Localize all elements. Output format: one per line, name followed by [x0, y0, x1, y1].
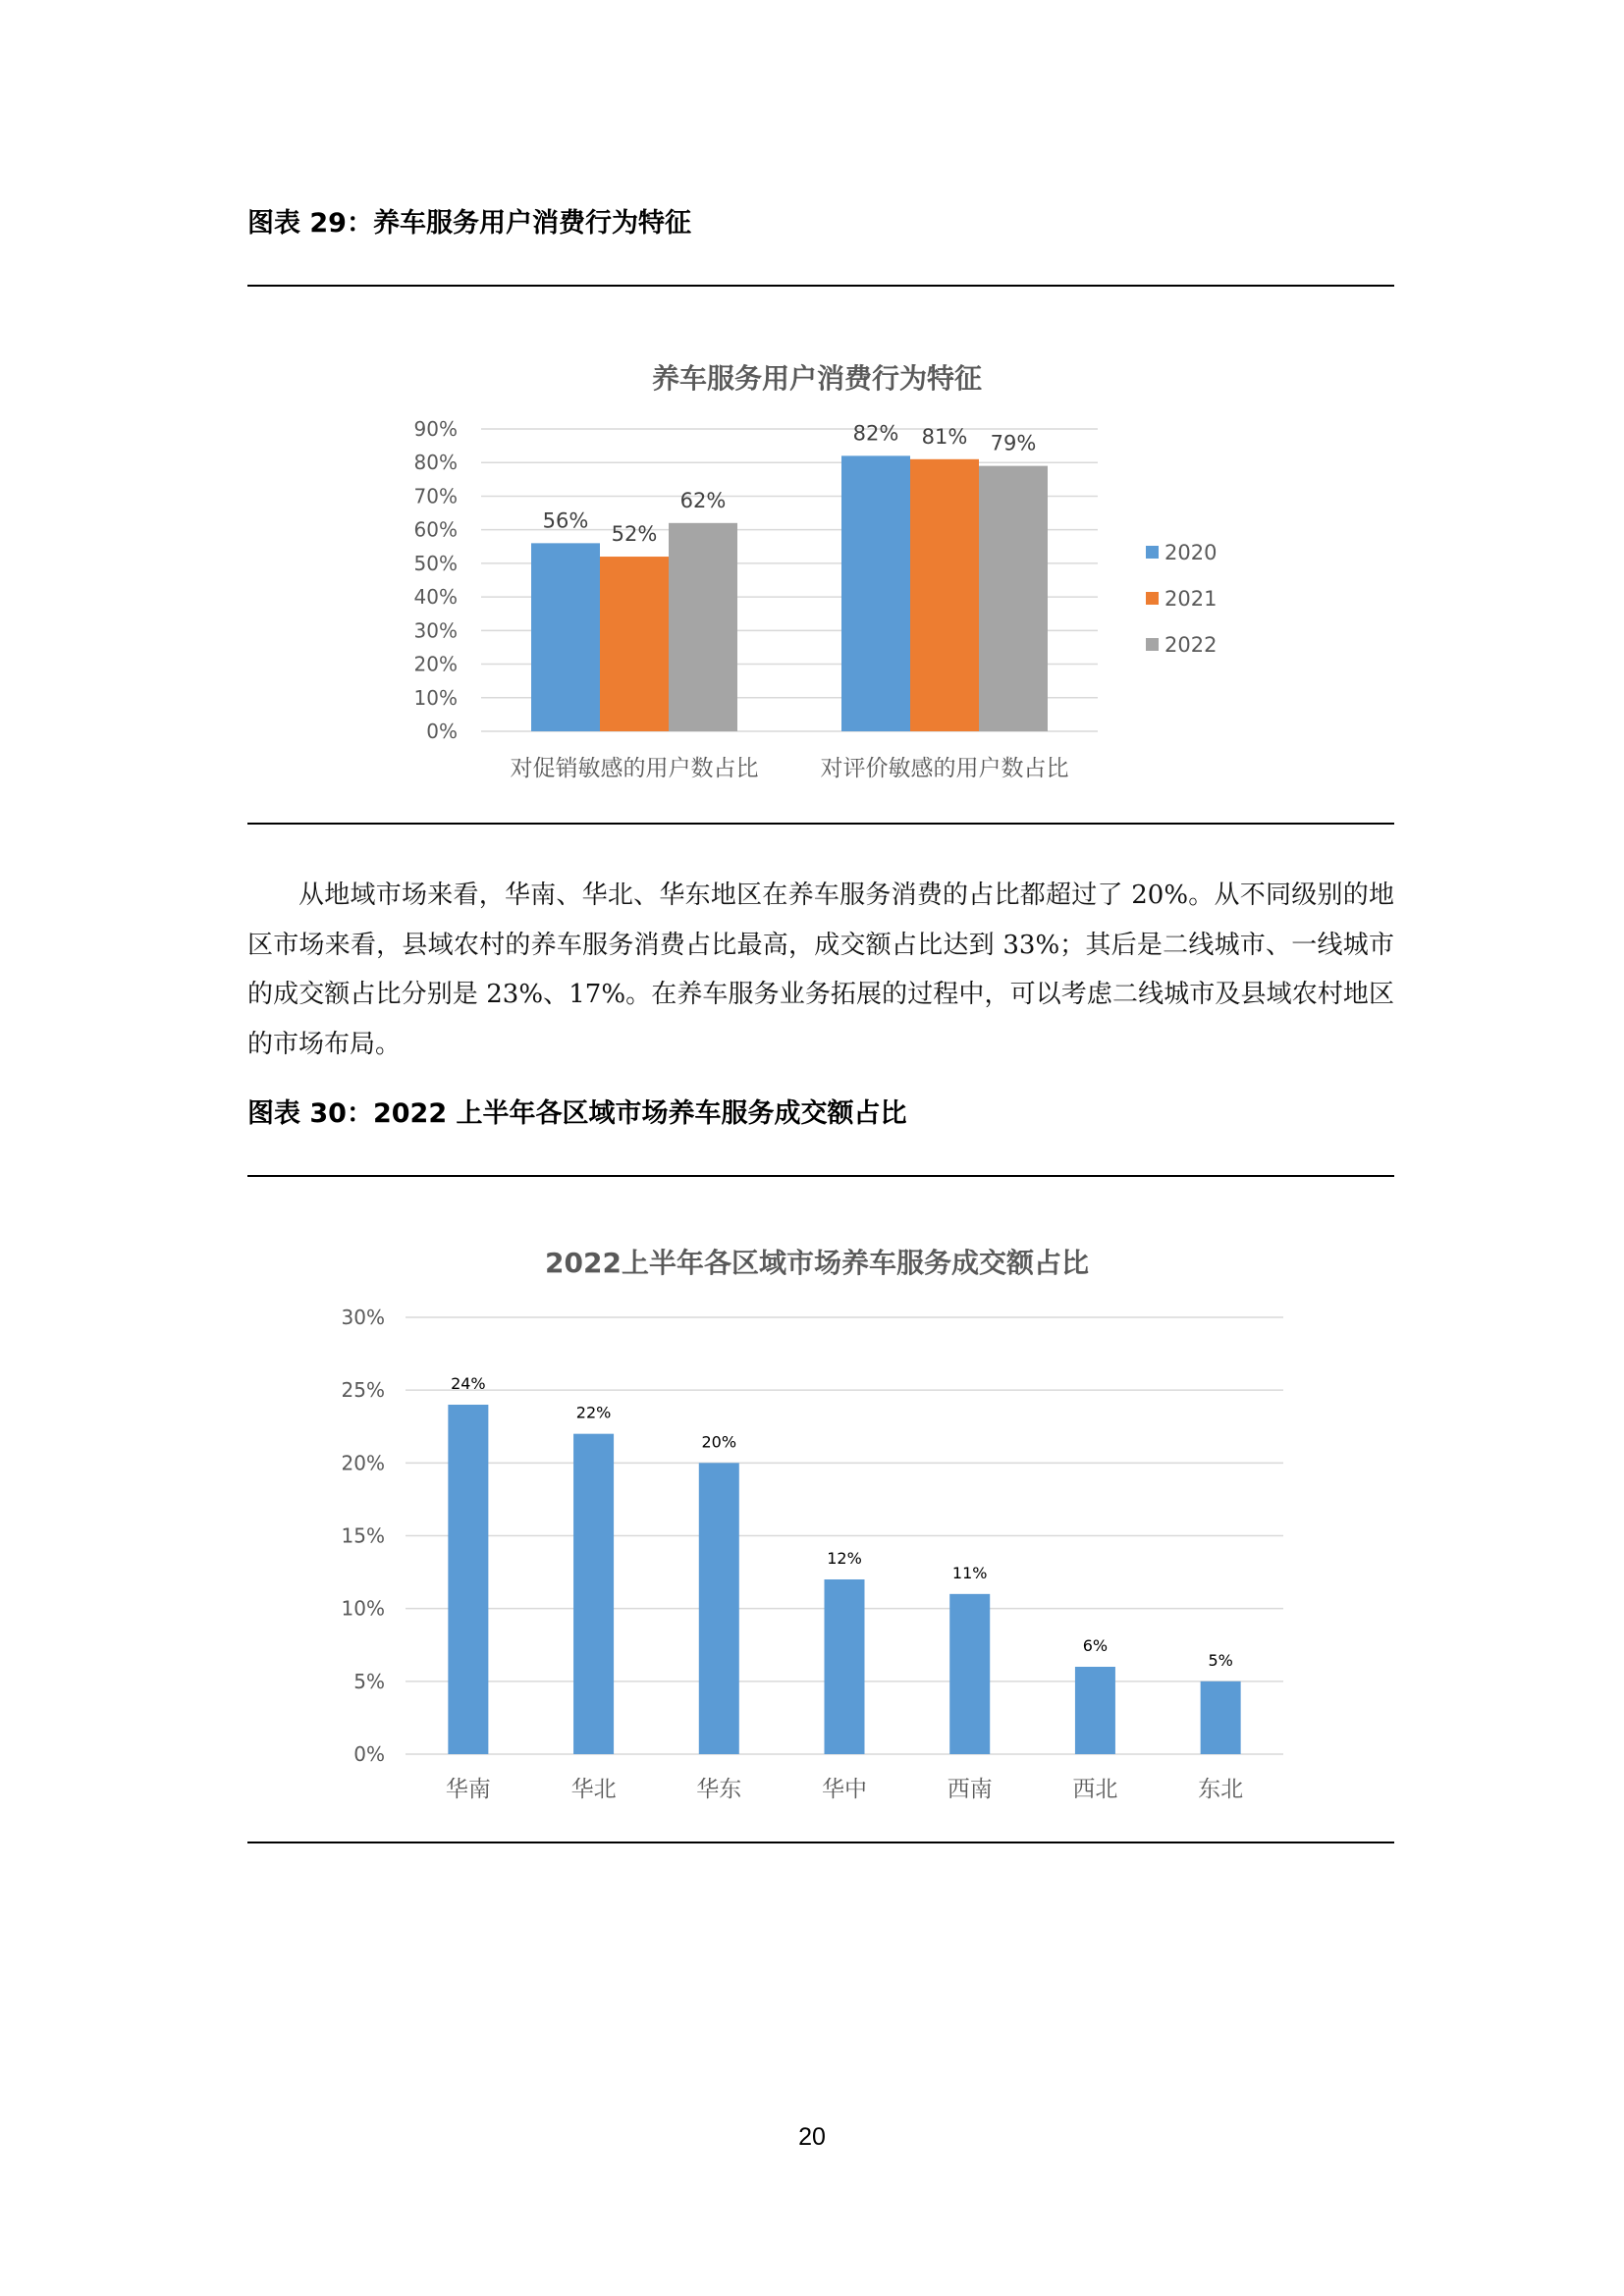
data-label: 6% [1082, 1636, 1109, 1655]
y-tick-label: 0% [353, 1742, 385, 1766]
x-category-label: 华中 [822, 1777, 867, 1802]
bottom-rule-figure-30 [247, 1842, 1394, 1843]
bar-华东 [699, 1463, 739, 1754]
data-label: 20% [701, 1432, 737, 1452]
bar-西南 [949, 1594, 990, 1754]
data-label: 81% [921, 424, 968, 449]
y-tick-label: 30% [341, 1306, 385, 1329]
data-label: 52% [611, 522, 658, 547]
bar-东北 [1201, 1682, 1241, 1754]
y-tick-label: 70% [413, 484, 458, 508]
chart-2-title: 2022上半年各区域市场养车服务成交额占比 [545, 1247, 1089, 1279]
x-category-label: 东北 [1198, 1777, 1244, 1802]
y-tick-label: 90% [413, 417, 458, 441]
y-tick-label: 20% [341, 1451, 385, 1475]
y-tick-label: 60% [413, 517, 458, 542]
data-label: 82% [852, 421, 899, 446]
data-label: 79% [990, 431, 1037, 455]
bar-华中 [825, 1579, 865, 1754]
y-tick-label: 30% [413, 618, 458, 643]
chart-1-title: 养车服务用户消费行为特征 [651, 362, 983, 395]
y-tick-label: 15% [341, 1523, 385, 1548]
y-tick-label: 10% [341, 1596, 385, 1621]
data-label: 12% [827, 1549, 862, 1568]
figure-29-caption: 图表 29：养车服务用户消费行为特征 [247, 208, 691, 239]
bar-华北 [573, 1434, 614, 1754]
x-category-label: 华北 [570, 1777, 617, 1802]
figure-30-caption: 图表 30：2022 上半年各区域市场养车服务成交额占比 [247, 1098, 907, 1129]
y-tick-label: 80% [413, 451, 458, 475]
y-tick-label: 50% [413, 551, 458, 575]
x-category-label: 华东 [696, 1777, 742, 1802]
data-label: 24% [451, 1374, 486, 1393]
bar-西北 [1075, 1667, 1115, 1754]
y-tick-label: 10% [413, 685, 458, 710]
legend-label-2020: 2020 [1164, 541, 1218, 564]
legend-label-2022: 2022 [1164, 633, 1218, 657]
y-tick-label: 0% [426, 720, 458, 743]
y-tick-label: 5% [353, 1669, 385, 1693]
data-label: 11% [951, 1563, 988, 1582]
x-category-label: 西北 [1072, 1777, 1118, 1802]
data-label: 22% [575, 1403, 612, 1422]
data-label: 56% [542, 508, 589, 533]
y-tick-label: 40% [413, 585, 458, 610]
body-paragraph: 从地域市场来看，华南、华北、华东地区在养车服务消费的占比都超过了 20%。从不同级别的地区市场来看，县域农村的养车服务消费占比最高，成交额占比达到 33%；其后是二线城市、一线城市的成交额占比分别是 23%、17%。在养车服务业务拓展的过程中，可以考虑二线城市及县域农村地区的市场布局。 [247, 881, 1394, 1059]
x-category-label: 西南 [947, 1777, 993, 1802]
legend-label-2021: 2021 [1164, 587, 1218, 611]
y-tick-label: 20% [413, 652, 458, 676]
data-label: 62% [679, 488, 727, 512]
x-category-label: 对评价敏感的用户数占比 [820, 756, 1069, 781]
data-label: 5% [1208, 1650, 1233, 1670]
x-category-label: 华南 [445, 1777, 491, 1802]
x-category-label: 对促销敏感的用户数占比 [510, 756, 759, 781]
y-tick-label: 25% [341, 1378, 385, 1403]
bar-华南 [448, 1405, 488, 1754]
page-number: 20 [798, 2123, 826, 2151]
